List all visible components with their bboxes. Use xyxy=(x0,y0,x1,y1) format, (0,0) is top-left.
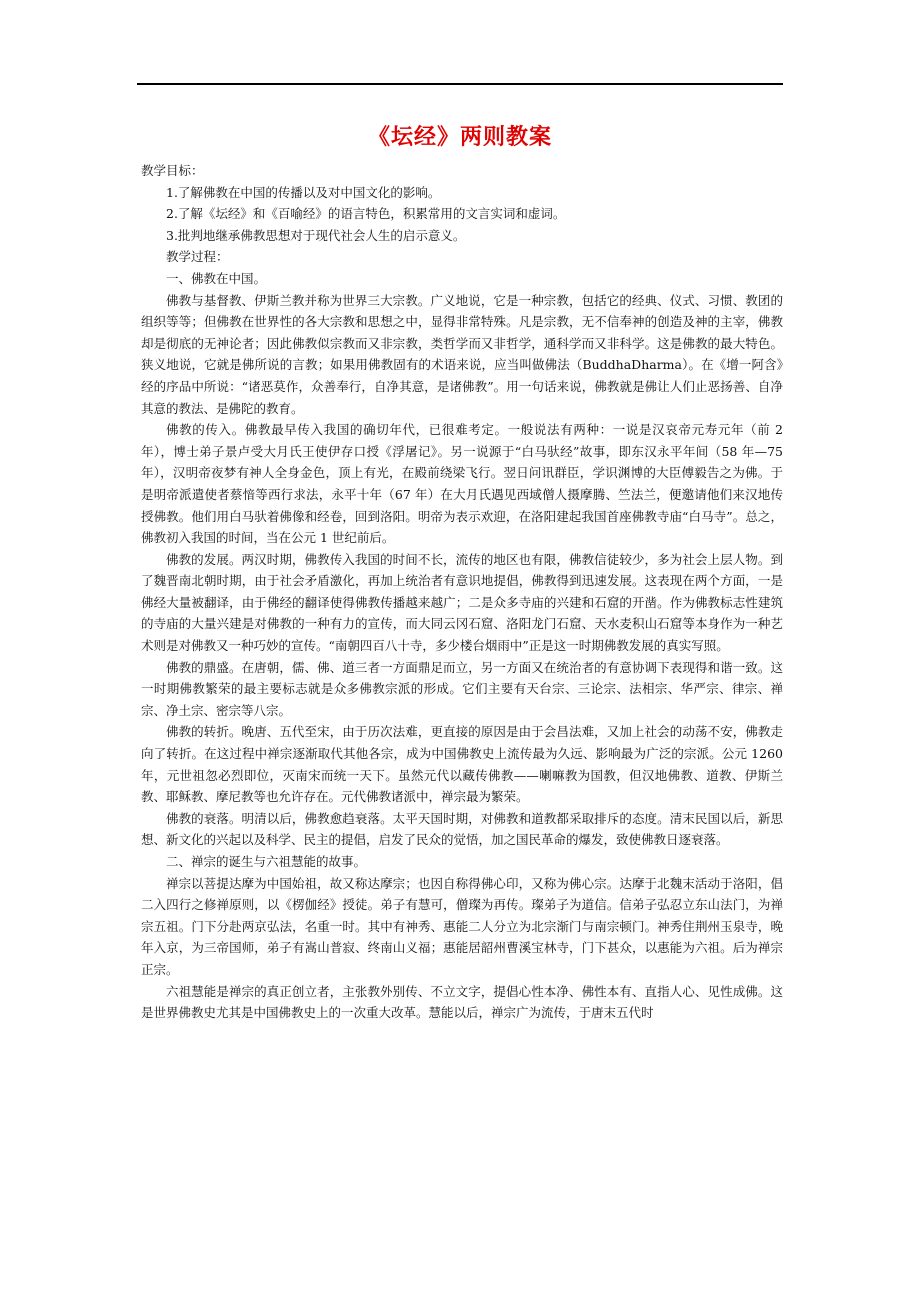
paragraph: 禅宗以菩提达摩为中国始祖，故又称达摩宗；也因自称得佛心印，又称为佛心宗。达摩于北魏末活动于洛阳，倡二入四行之修禅原则，以《楞伽经》授徒。弟子有慧可，僧璨为再传。璨弟子为道信。信弟子弘忍立东山法门，为禅宗五祖。门下分赴两京弘法，名重一时。其中有神秀、惠能二人分立为北宗渐门与南宗顿门。神秀住荆州玉泉寺，晚年入京，为三帝国师，弟子有嵩山普寂、终南山义福；惠能居韶州曹溪宝林寺，门下甚众，以惠能为六祖。后为禅宗正宗。 xyxy=(141,875,783,977)
paragraph: 2.了解《坛经》和《百喻经》的语言特色，积累常用的文言实词和虚词。 xyxy=(166,206,566,222)
document-title: 《坛经》两则教案 xyxy=(367,124,552,150)
paragraph: 佛教的转折。晚唐、五代至宋，由于历次法难，更直接的原因是由于会昌法难，又加上社会的动荡不安，佛教走向了转折。在这过程中禅宗逐渐取代其他各宗，成为中国佛教史上流传最为久远、影响最为广泛的宗派。公元 1260 年，元世祖忽必烈即位，灭南宋而统一天下。虽然元代以藏传佛教——喇嘛教为国教，但汉地佛教、道教、伊斯兰教、耶稣教、摩尼教等也允许存在。元代佛教诸派中，禅宗最为繁荣。 xyxy=(141,724,783,805)
document-body xyxy=(141,160,783,1024)
paragraph: 3.批判地继承佛教思想对于现代社会人生的启示意义。 xyxy=(166,227,466,243)
paragraph: 1.了解佛教在中国的传播以及对中国文化的影响。 xyxy=(166,184,441,200)
header-rule xyxy=(137,83,783,85)
paragraph: 佛教的发展。两汉时期，佛教传入我国的时间不长，流传的地区也有限，佛教信徒较少，多为社会上层人物。到了魏晋南北朝时期，由于社会矛盾激化，再加上统治者有意识地提倡，佛教得到迅速发展。这表现在两个方面，一是佛经大量被翻译，由于佛经的翻译使得佛教传播越来越广；二是众多寺庙的兴建和石窟的开凿。作为佛教标志性建筑的寺庙的大量兴建是对佛教的一种有力的宣传，而大同云冈石窟、洛阳龙门石窟、天水麦积山石窟等本身作为一种艺术则是对佛教又一种巧妙的宣传。“南朝四百八十寺，多少楼台烟雨中”正是这一时期佛教发展的真实写照。 xyxy=(141,551,783,654)
paragraph: 佛教与基督教、伊斯兰教并称为世界三大宗教。广义地说，它是一种宗教，包括它的经典、仪式、习惯、教团的组织等等；但佛教在世界性的各大宗教和思想之中，显得非常特殊。凡是宗教，无不信奉神的创造及神的主宰，佛教却是彻底的无神论者；因此佛教似宗教而又非宗教，类哲学而又非哲学，通科学而又非科学。这是佛教的最大特色。狭义地说，它就是佛所说的言教；如果用佛教固有的术语来说，应当叫做佛法（BuddhaDharma）。在《增一阿含》经的序品中所说：“诸恶莫作，众善奉行，自净其意，是诸佛教”。用一句话来说，佛教就是佛让人们止恶扬善、自净其意的教法、是佛陀的教育。 xyxy=(141,292,783,416)
paragraph: 佛教的衰落。明清以后，佛教愈趋衰落。太平天国时期，对佛教和道教都采取排斥的态度。清末民国以后，新思想、新文化的兴起以及科学、民主的提倡，启发了民众的觉悟，加之国民革命的爆发，致使佛教日逐衰落。 xyxy=(141,810,783,848)
paragraph: 二、禅宗的诞生与六祖慧能的故事。 xyxy=(166,854,367,869)
paragraph: 佛教的鼎盛。在唐朝，儒、佛、道三者一方面鼎足而立，另一方面又在统治者的有意协调下表现得和谐一致。这一时期佛教繁荣的最主要标志就是众多佛教宗派的形成。它们主要有天台宗、三论宗、法相宗、华严宗、律宗、禅宗、净土宗、密宗等八宗。 xyxy=(141,659,783,718)
paragraph: 一、佛教在中国。 xyxy=(166,270,267,286)
paragraph: 教学目标： xyxy=(141,163,204,178)
paragraph: 教学过程： xyxy=(166,249,229,265)
paragraph: 六祖慧能是禅宗的真正创立者，主张教外别传、不立文字，提倡心性本净、佛性本有、直指人心、见性成佛。这是世界佛教史尤其是中国佛教史上的一次重大改革。慧能以后，禅宗广为流传，于唐末五代时 xyxy=(141,983,783,1021)
paragraph: 佛教的传入。佛教最早传入我国的确切年代，已很难考定。一般说法有两种：一说是汉哀帝元寿元年（前 2 年），博士弟子景卢受大月氏王使伊存口授《浮屠记》。另一说源于“白马驮经”故事，即东汉永平年间（58 年—75 年），汉明帝夜梦有神人全身金色，顶上有光，在殿前绕梁飞行。翌日问讯群臣，学识渊博的大臣傅毅告之为佛。于是明帝派遣使者蔡愔等西行求法，永平十年（67 年）在大月氏遇见西域僧人摄摩腾、竺法兰，便邀请他们来汉地传授佛教。他们用白马驮着佛像和经卷，回到洛阳。明帝为表示欢迎，在洛阳建起我国首座佛教寺庙“白马寺”。总之，佛教初入我国的时间，当在公元 1 世纪前后。 xyxy=(141,422,783,546)
